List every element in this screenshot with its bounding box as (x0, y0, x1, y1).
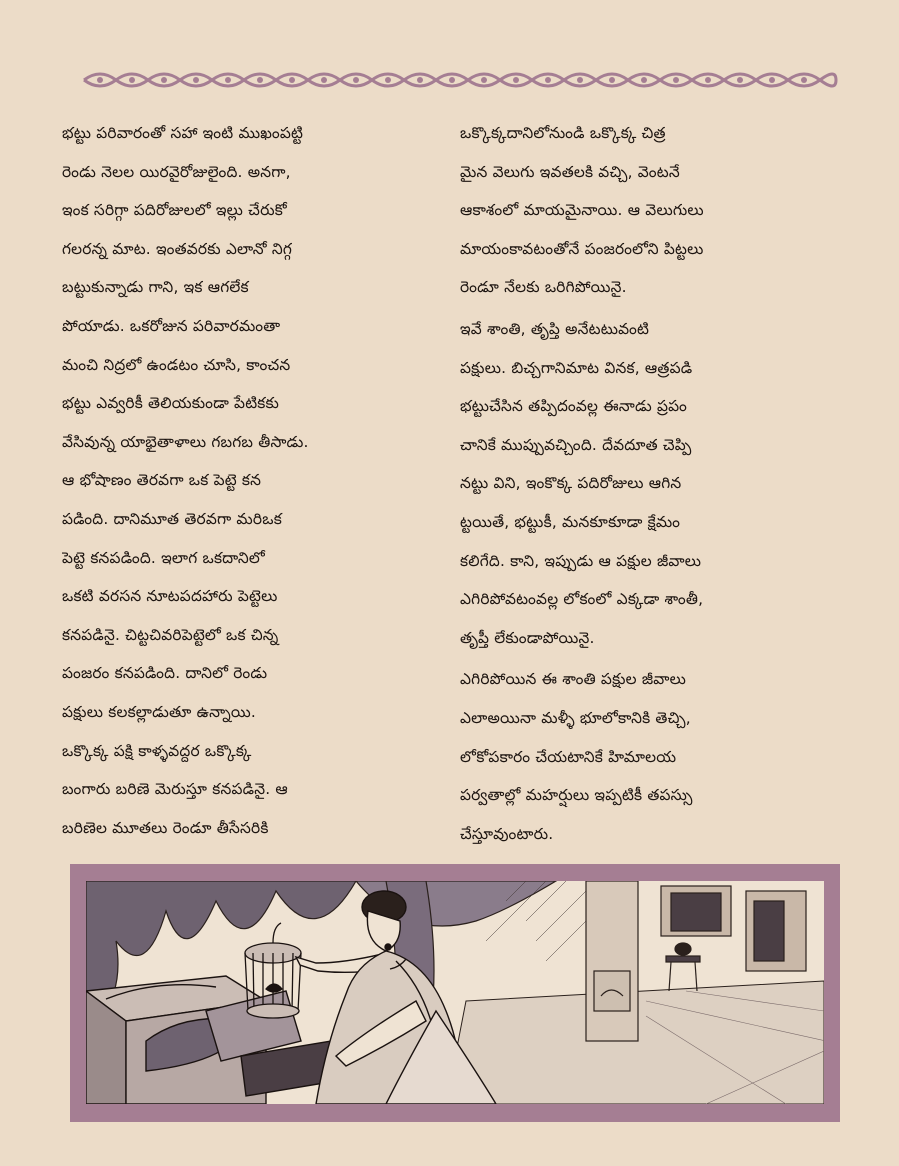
text-line: చేస్తూవుంటారు. (460, 824, 554, 843)
text-line: ఆ భోషాణం తెరవగా ఒక పెట్టె కన (62, 471, 262, 490)
text-line: ఎగిరిపోయిన ఈ శాంతి పక్షుల జీవాలు (460, 670, 687, 689)
text-line: ఒక్కొక్కదానిలోనుండి ఒక్కొక్క చిత్ర (460, 124, 666, 142)
text-line: మాయంకావటంతోనే పంజరంలోని పిట్టలు (460, 239, 704, 258)
story-illustration (86, 881, 824, 1104)
text-line: తృప్తీ లేకుండాపోయినై. (460, 628, 595, 647)
text-line: ఇంక సరిగ్గా పదిరోజులలో ఇల్లు చేరుకో (62, 201, 287, 220)
right-text-column (460, 114, 800, 853)
text-line: బంగారు బరిణె మెరుస్తూ కనపడినై. ఆ (62, 780, 288, 799)
text-line: నట్టు విని, ఇంకొక్క పదిరోజులు ఆగిన (460, 474, 682, 493)
illustration-frame (70, 864, 840, 1122)
text-line: భట్టు పరివారంతో సహా ఇంటి ముఖంపట్టి (62, 124, 304, 142)
text-line: ట్టయితే, భట్టుకీ, మనకూకూడా క్షేమం (460, 512, 681, 531)
text-line: ఎగిరిపోవటంవల్ల లోకంలో ఎక్కడా శాంతీ, (460, 590, 704, 609)
text-line: బట్టుకున్నాడు గాని, ఇక ఆగలేక (62, 278, 249, 297)
text-line: వేసివున్న యాభైతాళాలు గబగబ తీసాడు. (62, 432, 309, 451)
text-line: కనపడినై. చిట్టచివరిపెట్టెలో ఒక చిన్న (62, 625, 279, 644)
text-line: మైన వెలుగు ఇవతలకి వచ్చి, వెంటనే (460, 162, 680, 181)
text-line: ఒక్కొక్క పక్షి కాళ్ళవద్దర ఒక్కొక్క (62, 741, 252, 760)
text-line: పోయాడు. ఒకరోజున పరివారమంతా (62, 316, 281, 335)
text-line: పడింది. దానిమూత తెరవగా మరిఒక (62, 509, 282, 528)
paragraph (460, 310, 800, 657)
text-line: ఒకటి వరసన నూటపదహారు పెట్టెలు (62, 587, 278, 606)
text-line: పర్వతాల్లో మహర్షులు ఇప్పటికీ తపస్సు (460, 786, 693, 805)
text-line: ఎలాఅయినా మళ్ళీ భూలోకానికి తెచ్చి, (460, 708, 691, 727)
paragraph (460, 660, 800, 853)
pillar (586, 881, 638, 1041)
text-line: భట్టు ఎవ్వరికీ తెలియకుండా పేటికకు (62, 394, 280, 413)
text-line: లోకోపకారం చేయటానికే హిమాలయ (460, 747, 677, 766)
left-text-column (62, 114, 402, 847)
text-line: ఇవే శాంతి, తృప్తి అనేటటువంటి (460, 319, 650, 338)
text-line: చానికే ముప్పువచ్చింది. దేవదూత చెప్పి (460, 435, 692, 454)
text-line: పెట్టె కనపడింది. ఇలాగ ఒకదానిలో (62, 548, 265, 567)
decorative-top-border (80, 64, 840, 96)
text-line: రెండూ నేలకు ఒరిగిపోయినై. (460, 278, 627, 297)
text-line: పక్షులు. బిచ్చగానిమాట వినక, ఆత్రపడి (460, 358, 693, 377)
text-line: రెండు నెలల యిరవైరోజులైంది. అనగా, (62, 162, 291, 181)
paragraph (62, 114, 402, 847)
text-line: పక్షులు కలకల్లాడుతూ ఉన్నాయి. (62, 702, 256, 721)
text-line: పంజరం కనపడింది. దానిలో రెండు (62, 664, 268, 683)
text-line: గలరన్న మాట. ఇంతవరకు ఎలానో నిగ్గ (62, 239, 293, 258)
text-line: మంచి నిద్రలో ఉండటం చూసి, కాంచన (62, 355, 291, 374)
paragraph (460, 114, 800, 307)
text-line: భట్టుచేసిన తప్పిదంవల్ల ఈనాడు ప్రపం (460, 397, 688, 416)
text-line: బరిణెల మూతలు రెండూ తీసేసరికి (62, 818, 269, 837)
text-line: ఆకాశంలో మాయమైనాయి. ఆ వెలుగులు (460, 201, 704, 220)
text-line: కలిగేది. కాని, ఇప్పుడు ఆ పక్షుల జీవాలు (460, 551, 702, 570)
